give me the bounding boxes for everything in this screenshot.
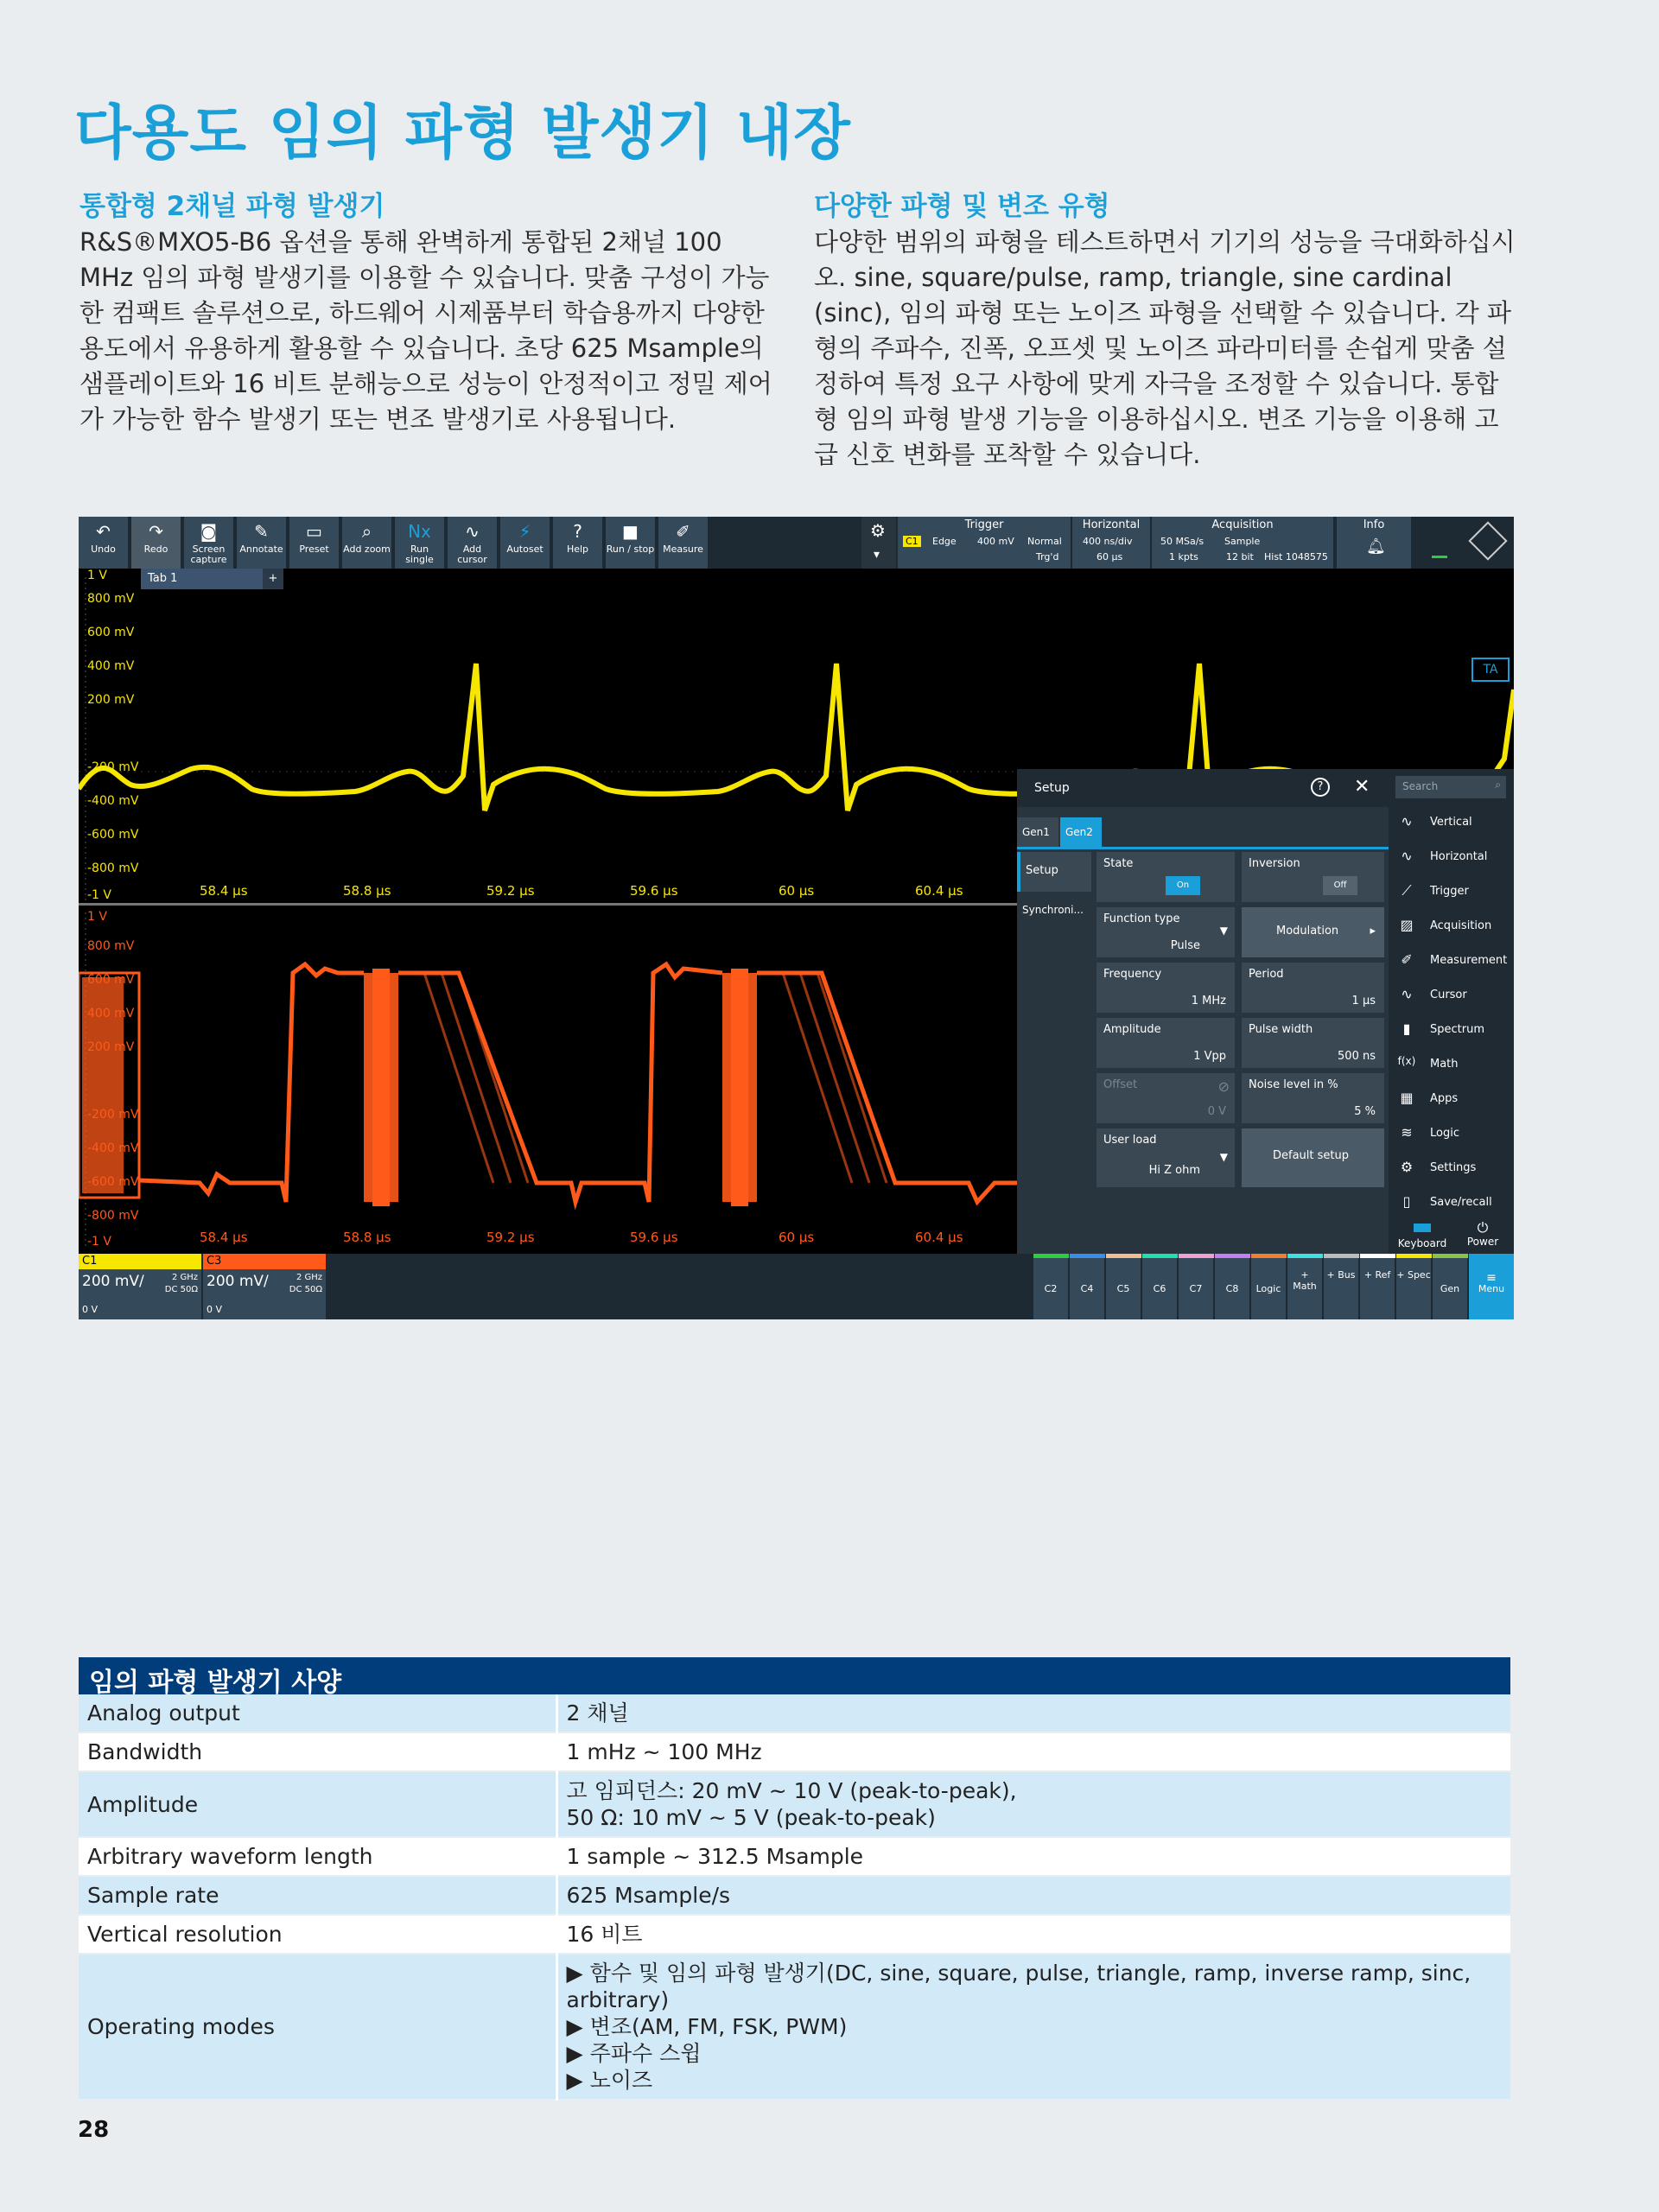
chevron-down-icon: ▼ [1219,1151,1228,1163]
search-icon: ⌕ [1495,779,1501,791]
menu-math[interactable]: f(x) Math [1389,1047,1514,1082]
run-single-icon: Nx [408,521,431,542]
pulse-width-field[interactable]: Pulse width 500 ns [1242,1018,1384,1068]
y-label: -200 mV [87,760,139,774]
chevron-down-icon: ▾ [874,548,880,562]
stop-icon: ■ [622,521,639,542]
menu-vertical[interactable]: ∿ Vertical [1389,805,1514,840]
left-body: R&S®MXO5-B6 옵션을 통해 완벽하게 통합된 2채널 100 MHz 임의 파형 발생기를 이용할 수 있습니다. 맞춤 구성이 가능한 컴팩트 솔루션으로, 하드웨어 시제품부터 학습용까지 다양한 용도에서 유용하게 활용할 수 있습니다. 초당 625 Msample의 샘플레이트와 16 비트 분해능으로 성능이 안정적이고 정밀 제어가 가능한 함수 발생기 또는 변조 발생기로 사용됩니다. [79,227,772,434]
y-label: -800 mV [87,1209,139,1223]
x-label: 58.4 µs [200,1230,248,1245]
oscilloscope-screenshot [79,517,1514,1319]
panel-divider [1017,847,1389,849]
gen-setup-panel [1017,769,1514,1254]
cursor-icon: ∿ [465,521,480,542]
table-row: Operating modes ▶ 함수 및 임의 파형 발생기(DC, sine, square, pulse, triangle, ramp, inverse ramp, sinc, arbitrary) ▶ 변조(AM, FM, FSK, PWM) ▶ 주파수 스윕 ▶ 노이즈 [79,1954,1510,2100]
table-row: Arbitrary waveform length 1 sample ~ 312.5 Msample [79,1837,1510,1876]
annotate-button[interactable]: ✎ Annotate [237,517,287,569]
c3-waveform-svg [79,908,1029,1254]
trigger-icon: ⟋ [1402,882,1412,899]
table-row: Bandwidth 1 mHz ~ 100 MHz [79,1732,1510,1771]
gen-button[interactable]: Gen [1432,1254,1467,1319]
y-label: -600 mV [87,1175,139,1189]
right-heading: 다양한 파형 및 변조 유형 [814,191,1110,222]
ta-marker[interactable]: TA [1471,658,1510,682]
help-button[interactable]: ? Help [553,517,603,569]
add-cursor-button[interactable]: ∿ Add cursor [448,517,498,569]
gear-icon: ⚙ [870,520,886,541]
menu-logic[interactable]: ≋ Logic [1389,1116,1514,1151]
settings-gear[interactable] [861,517,896,569]
y-label: -400 mV [87,1141,139,1155]
add-spec-button[interactable]: + Spec [1395,1254,1431,1319]
y-label: 200 mV [87,693,135,707]
redo-icon: ↷ [149,521,163,542]
spec-table [79,1657,1510,2101]
cursor-icon: ∿ [1401,986,1413,1002]
keyboard-icon [1414,1224,1431,1232]
menu-settings[interactable]: ⚙ Settings [1389,1151,1514,1185]
info-button[interactable]: Info 🔔︎ [1337,517,1411,569]
gear-icon: ⚙ [1400,1159,1414,1175]
y-label: 600 mV [87,973,135,987]
apps-icon: ▦ [1400,1090,1414,1106]
keyboard-button[interactable]: Keyboard [1392,1220,1452,1253]
file-icon: ▯ [1402,1193,1411,1210]
acquisition-info[interactable]: Acquisition 50 MSa/s Sample 1 kpts 12 bit Hist 1048575 [1152,517,1333,569]
y-label: 200 mV [87,1040,135,1054]
menu-cursor[interactable]: ∿ Cursor [1389,978,1514,1013]
y-label: 800 mV [87,939,135,953]
left-heading: 통합형 2채널 파형 발생기 [79,191,385,222]
y-label: -200 mV [87,1108,139,1122]
panel-header: Setup ? ✕ [1017,769,1389,807]
channel-c3-box[interactable]: C3 200 mV/ 2 GHz DC 50Ω 0 V [203,1254,326,1319]
redo-button[interactable]: ↷ Redo [131,517,181,569]
y-label: 800 mV [87,592,135,606]
x-label: 59.6 µs [630,1230,678,1245]
scope-toolbar [79,517,1514,569]
y-label: 400 mV [87,1007,135,1020]
offset-field: Offset ⊘ 0 V [1096,1073,1235,1123]
x-label: 58.8 µs [343,1230,391,1245]
page-number: 28 [78,2117,110,2143]
chevron-down-icon: ▼ [1219,925,1228,937]
spec-table-caption: 임의 파형 발생기 사양 [79,1657,1510,1694]
pencil-icon: ✎ [254,521,269,542]
undo-icon: ↶ [96,521,111,542]
y-label: 1 V [87,910,107,924]
c2-button[interactable]: C2 [1033,1254,1068,1319]
left-column [79,188,779,437]
chevron-right-icon: ▸ [1370,925,1376,938]
y-label: 1 V [87,569,107,582]
side-menu [1389,769,1514,1254]
run-single-button[interactable]: Nx Run single [395,517,445,569]
undo-button[interactable]: ↶ Undo [79,517,129,569]
trigger-info[interactable]: Trigger C1 Edge 400 mV Normal Trg'd [898,517,1071,569]
default-setup-button[interactable]: Default setup [1242,1128,1384,1187]
table-row: Amplitude 고 임피던스: 20 mV ~ 10 V (peak-to-peak), 50 Ω: 10 mV ~ 5 V (peak-to-peak) [79,1771,1510,1837]
spectrum-icon: ▮ [1402,1020,1411,1037]
tab-gen1[interactable]: Gen1 [1017,817,1058,847]
bell-icon: 🔔︎ [1366,537,1386,556]
measure-button[interactable]: ✐ Measure [658,517,709,569]
y-label: -600 mV [87,828,139,842]
y-label: -400 mV [87,794,139,808]
x-label: 60 µs [779,1230,815,1245]
c7-button[interactable]: C7 [1178,1254,1213,1319]
right-body: 다양한 범위의 파형을 테스트하면서 기기의 성능을 극대화하십시오. sine, square/pulse, ramp, triangle, sine cardinal (sinc), 임의 파형 또는 노이즈 파형을 선택할 수 있습니다. 각 파형의 주파수, 진폭, 오프셋 및 노이즈 파라미터를 손쉽게 맞춤 설정하여 특정 요구 사항에 맞게 자극을 조정할 수 있습니다. 통합형 임의 파형 발생 기능을 이용하십시오. 변조 기능을 이용해 고급 신호 변화를 포착할 수 있습니다. [814,227,1516,469]
amplitude-field[interactable]: Amplitude 1 Vpp [1096,1018,1235,1068]
y-label: -1 V [87,1235,111,1249]
ruler-icon: ✐ [1401,951,1413,968]
logic-button[interactable]: Logic [1250,1254,1286,1319]
hamburger-icon: ≡ [1486,1271,1497,1285]
channel-c1-box[interactable]: C1 200 mV/ 2 GHz DC 50Ω 0 V [79,1254,201,1319]
x-label: 58.4 µs [200,883,248,899]
menu-horizontal[interactable]: ∿ Horizontal [1389,840,1514,874]
help-icon: ? [573,521,582,542]
power-icon: ⏻ [1477,1219,1489,1236]
inversion-field[interactable]: Inversion Off [1242,852,1384,902]
horizontal-icon: ∿ [1401,848,1413,864]
period-field[interactable]: Period 1 µs [1242,963,1384,1013]
y-label: 400 mV [87,659,135,673]
modulation-button[interactable]: Modulation ▸ [1242,907,1384,957]
c4-button[interactable]: C4 [1069,1254,1104,1319]
y-label: 600 mV [87,626,135,639]
x-label: 59.2 µs [486,883,535,899]
acquisition-icon: ▨ [1400,917,1414,933]
table-row: Vertical resolution 16 비트 [79,1915,1510,1954]
horizontal-info[interactable]: Horizontal 400 ns/div 60 µs [1072,517,1150,569]
frequency-field[interactable]: Frequency 1 MHz [1096,963,1235,1013]
state-toggle[interactable]: On [1166,876,1200,895]
vertical-icon: ∿ [1401,813,1413,830]
ruler-icon: ✐ [676,521,690,542]
x-label: 58.8 µs [343,883,391,899]
x-label: 59.6 µs [630,883,678,899]
user-load-select[interactable]: User load Hi Z ohm ▼ [1096,1128,1235,1187]
table-row: Analog output 2 채널 [79,1694,1510,1732]
logic-icon: ≋ [1401,1124,1413,1141]
zoom-icon: ⌕ [361,521,372,542]
menu-save-recall[interactable]: ▯ Save/recall [1389,1185,1514,1220]
add-ref-button[interactable]: + Ref [1359,1254,1395,1319]
menu-measurement[interactable]: ✐ Measurement [1389,944,1514,978]
x-label: 59.2 µs [486,1230,535,1245]
add-tab-button[interactable]: + [263,569,283,589]
autoset-button[interactable]: ⚡ Autoset [500,517,550,569]
nav-synchronization[interactable]: Synchroni... [1022,904,1084,916]
network-icon [1432,546,1447,558]
rs-logo-icon [1468,521,1507,560]
menu-acquisition[interactable]: ▨ Acquisition [1389,909,1514,944]
x-label: 60 µs [779,883,815,899]
close-icon[interactable]: ✕ [1354,776,1370,798]
page-title: 다용도 임의 파형 발생기 내장 [74,99,851,168]
menu-apps[interactable]: ▦ Apps [1389,1082,1514,1116]
c6-button[interactable]: C6 [1141,1254,1177,1319]
c8-button[interactable]: C8 [1214,1254,1249,1319]
table-row: Sample rate 625 Msample/s [79,1876,1510,1915]
preset-button[interactable]: ▭ Preset [289,517,340,569]
waveform-plot-c3[interactable] [79,908,1029,1254]
nav-setup[interactable]: Setup [1017,852,1091,892]
search-input[interactable]: Search ⌕ [1395,776,1506,798]
menu-button[interactable]: ≡ Menu [1468,1254,1514,1319]
help-icon[interactable]: ? [1311,778,1330,797]
screen-capture-button[interactable]: ◙ Screen capture [184,517,234,569]
tab-gen2[interactable]: Gen2 [1060,817,1102,847]
y-label: -800 mV [87,861,139,875]
menu-spectrum[interactable]: ▮ Spectrum [1389,1013,1514,1047]
autoset-icon: ⚡ [518,521,531,542]
channel-bar [79,1254,1514,1319]
camera-icon: ◙ [200,521,218,542]
preset-icon: ▭ [306,521,322,542]
tab-1[interactable]: Tab 1 + [141,569,283,589]
add-bus-button[interactable]: + Bus [1323,1254,1358,1319]
run-stop-button[interactable]: ■ Run / stop [606,517,656,569]
right-column [814,188,1522,473]
menu-trigger[interactable]: ⟋ Trigger [1389,874,1514,909]
function-type-select[interactable]: Function type Pulse ▼ [1096,907,1235,957]
add-zoom-button[interactable]: ⌕ Add zoom [342,517,392,569]
inversion-toggle[interactable]: Off [1323,876,1357,895]
math-icon: f(x) [1397,1055,1416,1067]
power-button[interactable]: ⏻ Power [1454,1220,1511,1253]
state-field[interactable]: State On [1096,852,1235,902]
disabled-icon: ⊘ [1217,1078,1230,1095]
x-label: 60.4 µs [915,1230,963,1245]
add-math-button[interactable]: + Math [1287,1254,1322,1319]
c5-button[interactable]: C5 [1105,1254,1141,1319]
y-label: -1 V [87,888,111,902]
x-label: 60.4 µs [915,883,963,899]
noise-level-field[interactable]: Noise level in % 5 % [1242,1073,1384,1123]
